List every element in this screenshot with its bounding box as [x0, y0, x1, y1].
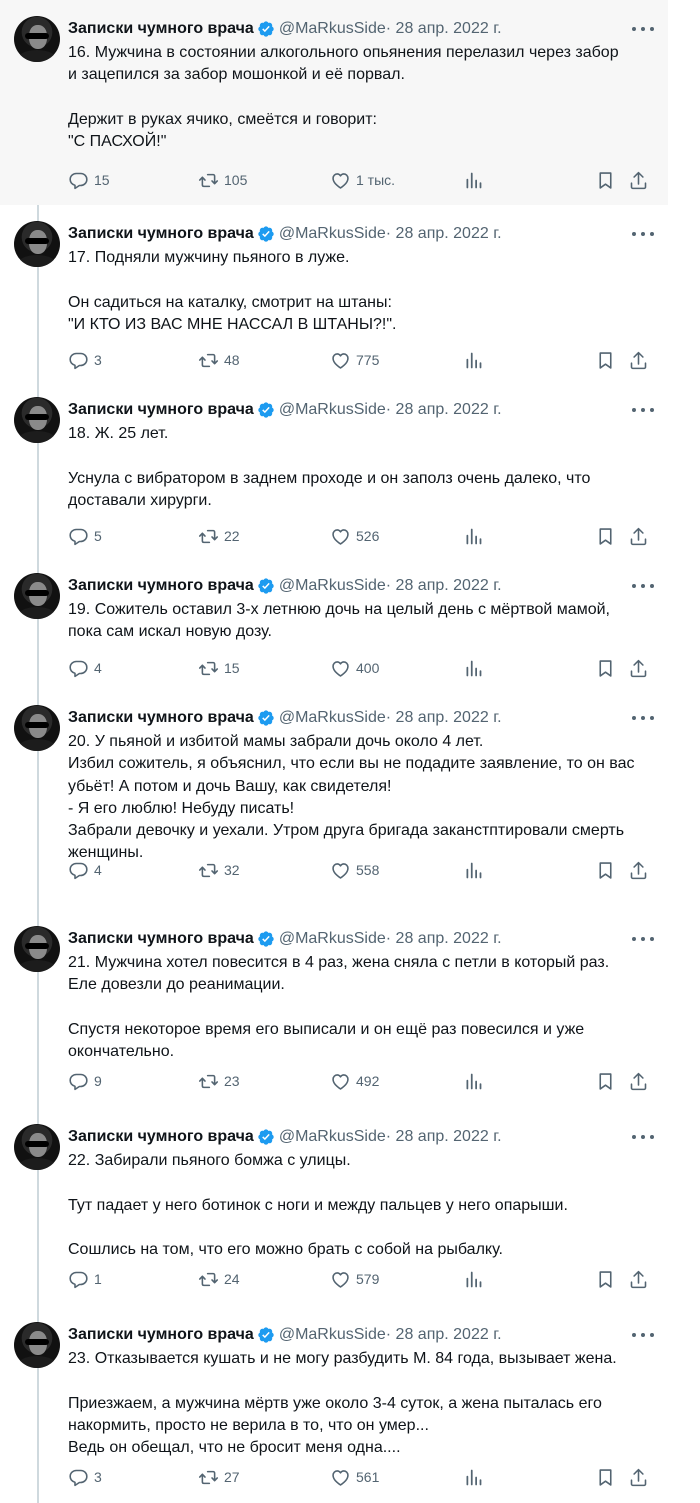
tweet-date[interactable]: · 28 апр. 2022 г. [385, 577, 502, 594]
tweet-text: 23. Отказывается кушать и не могу разбудить М. 84 года, вызывает жена. Приезжаем, а мужчина мёртв уже около 3-4 суток, а жена пыталась его накормить, просто не верила в то, что он умер... Ведь он обещал, что не бросит меня одна.... [68, 1350, 617, 1457]
tweet-header [68, 575, 502, 597]
more-icon[interactable] [632, 401, 654, 419]
reply-count: 1 [94, 1271, 102, 1287]
heart-icon [330, 1269, 351, 1290]
share-icon [628, 860, 649, 881]
retweet-count: 22 [224, 528, 240, 544]
views-button[interactable] [463, 349, 484, 371]
retweet-button[interactable] [198, 1070, 240, 1092]
retweet-icon [198, 1467, 219, 1488]
tweet-actions [68, 1070, 658, 1092]
verified-badge-icon [257, 577, 275, 595]
tweet-text: 18. Ж. 25 лет. Уснула с вибратором в заднем проходе и он заполз очень далеко, что доставали хирурги. [68, 425, 591, 509]
like-button[interactable] [330, 349, 379, 371]
views-button[interactable] [463, 859, 484, 881]
reply-button[interactable] [68, 657, 102, 679]
reply-button[interactable] [68, 1466, 102, 1488]
more-icon[interactable] [632, 1326, 654, 1344]
tweet-header [68, 399, 502, 421]
more-icon[interactable] [632, 1128, 654, 1146]
views-button[interactable] [463, 525, 484, 547]
tweet-date[interactable]: · 28 апр. 2022 г. [385, 20, 502, 37]
avatar[interactable] [14, 16, 60, 62]
like-count: 526 [356, 528, 380, 544]
views-icon [463, 860, 484, 881]
like-count: 579 [356, 1271, 380, 1287]
avatar[interactable] [14, 1322, 60, 1368]
author-handle[interactable]: @MaRkusSide [278, 1128, 386, 1145]
share-icon [628, 350, 649, 371]
views-icon [463, 526, 484, 547]
tweet-date[interactable]: · 28 апр. 2022 г. [385, 225, 502, 242]
bookmark-icon [595, 170, 616, 191]
heart-icon [330, 658, 351, 679]
retweet-button[interactable] [198, 349, 240, 371]
share-button[interactable] [628, 859, 649, 881]
tweet-text: 22. Забирали пьяного бомжа с улицы. Тут падает у него ботинок с ноги и между пальцев у него опарыши. Сошлись на том, что его можно брать с собой на рыбалку. [68, 1152, 568, 1259]
bookmark-icon [595, 1467, 616, 1488]
like-count: 400 [356, 660, 380, 676]
verified-badge-icon [257, 1128, 275, 1146]
views-button[interactable] [463, 169, 484, 191]
views-button[interactable] [463, 1070, 484, 1092]
verified-badge-icon [257, 401, 275, 419]
retweet-count: 105 [224, 172, 248, 188]
retweet-button[interactable] [198, 657, 240, 679]
retweet-icon [198, 1071, 219, 1092]
reply-icon [68, 170, 89, 191]
share-button[interactable] [628, 349, 649, 371]
reply-button[interactable] [68, 525, 102, 547]
like-button[interactable] [330, 525, 379, 547]
like-button[interactable] [330, 1070, 379, 1092]
views-icon [463, 1071, 484, 1092]
reply-button[interactable] [68, 1070, 102, 1092]
tweet-actions [68, 349, 658, 371]
author-handle[interactable]: @MaRkusSide [278, 401, 386, 418]
share-button[interactable] [628, 169, 649, 191]
more-icon[interactable] [632, 709, 654, 727]
author-name[interactable]: Записки чумного врача [68, 577, 254, 594]
tweet-header [68, 1126, 502, 1148]
more-icon[interactable] [632, 225, 654, 243]
bookmark-button[interactable] [595, 349, 616, 371]
author-name[interactable]: Записки чумного врача [68, 930, 254, 947]
avatar[interactable] [14, 573, 60, 619]
reply-button[interactable] [68, 349, 102, 371]
more-icon[interactable] [632, 930, 654, 948]
verified-badge-icon [257, 930, 275, 948]
share-icon [628, 658, 649, 679]
bookmark-button[interactable] [595, 859, 616, 881]
retweet-button[interactable] [198, 1466, 240, 1488]
retweet-count: 23 [224, 1073, 240, 1089]
tweet-actions [68, 657, 658, 679]
reply-icon [68, 1467, 89, 1488]
retweet-icon [198, 170, 219, 191]
tweet-actions [68, 859, 658, 881]
verified-badge-icon [257, 1326, 275, 1344]
share-icon [628, 170, 649, 191]
retweet-count: 15 [224, 660, 240, 676]
tweet[interactable] [0, 689, 668, 910]
reply-count: 9 [94, 1073, 102, 1089]
like-button[interactable] [330, 657, 379, 679]
bookmark-icon [595, 350, 616, 371]
reply-button[interactable] [68, 169, 110, 191]
bookmark-button[interactable] [595, 1268, 616, 1290]
reply-icon [68, 350, 89, 371]
tweet[interactable] [0, 0, 668, 205]
retweet-button[interactable] [198, 169, 247, 191]
retweet-icon [198, 860, 219, 881]
reply-count: 4 [94, 660, 102, 676]
share-icon [628, 526, 649, 547]
share-icon [628, 1467, 649, 1488]
reply-icon [68, 526, 89, 547]
retweet-button[interactable] [198, 859, 240, 881]
retweet-count: 24 [224, 1271, 240, 1287]
like-count: 558 [356, 862, 380, 878]
tweet-text: 16. Мужчина в состоянии алкогольного опьянения перелазил через забор и зацепился за забор мошонкой и её порвал. Держит в руках ячико, смеётся и говорит: "С ПАСХОЙ!" [68, 44, 619, 151]
tweet-text: 21. Мужчина хотел повесится в 4 раз, жена сняла с петли в который раз. Еле довезли до реанимации. Спустя некоторое время его выписали и он ещё раз повесился и уже окончательно. [68, 954, 610, 1061]
retweet-count: 48 [224, 352, 240, 368]
retweet-icon [198, 658, 219, 679]
reply-count: 3 [94, 1469, 102, 1485]
tweet-actions [68, 1466, 658, 1488]
views-icon [463, 1269, 484, 1290]
tweet-date[interactable]: · 28 апр. 2022 г. [385, 709, 502, 726]
tweet-date[interactable]: · 28 апр. 2022 г. [385, 1128, 502, 1145]
tweet-text: 19. Сожитель оставил 3-х летнюю дочь на целый день с мёртвой мамой, пока сам искал новую дозу. [68, 601, 610, 641]
reply-button[interactable] [68, 859, 102, 881]
reply-icon [68, 1269, 89, 1290]
share-button[interactable] [628, 1466, 649, 1488]
author-handle[interactable]: @MaRkusSide [278, 709, 386, 726]
views-button[interactable] [463, 1466, 484, 1488]
heart-icon [330, 170, 351, 191]
retweet-count: 32 [224, 862, 240, 878]
like-count: 1 тыс. [356, 172, 396, 188]
like-count: 561 [356, 1469, 380, 1485]
heart-icon [330, 350, 351, 371]
share-icon [628, 1269, 649, 1290]
bookmark-button[interactable] [595, 525, 616, 547]
tweet-header [68, 18, 502, 40]
author-name[interactable]: Записки чумного врача [68, 1128, 254, 1145]
share-icon [628, 1071, 649, 1092]
retweet-button[interactable] [198, 1268, 240, 1290]
share-button[interactable] [628, 1268, 649, 1290]
avatar[interactable] [14, 705, 60, 751]
retweet-icon [198, 526, 219, 547]
bookmark-button[interactable] [595, 1466, 616, 1488]
tweet-header [68, 928, 502, 950]
reply-count: 5 [94, 528, 102, 544]
avatar[interactable] [14, 926, 60, 972]
views-button[interactable] [463, 657, 484, 679]
tweet-actions [68, 525, 658, 547]
heart-icon [330, 526, 351, 547]
tweet[interactable] [0, 910, 668, 1108]
reply-count: 3 [94, 352, 102, 368]
verified-badge-icon [257, 225, 275, 243]
author-name[interactable]: Записки чумного врача [68, 401, 254, 418]
author-name[interactable]: Записки чумного врача [68, 225, 254, 242]
share-button[interactable] [628, 525, 649, 547]
avatar[interactable] [14, 221, 60, 267]
avatar[interactable] [14, 1124, 60, 1170]
more-icon[interactable] [632, 577, 654, 595]
like-button[interactable] [330, 169, 395, 191]
author-name[interactable]: Записки чумного врача [68, 709, 254, 726]
like-count: 775 [356, 352, 380, 368]
like-button[interactable] [330, 1268, 379, 1290]
bookmark-button[interactable] [595, 657, 616, 679]
author-handle[interactable]: @MaRkusSide [278, 1326, 386, 1343]
tweet-text: 20. У пьяной и избитой мамы забрали дочь около 4 лет. Избил сожитель, я объяснил, что если вы не подадите заявление, то он вас убьёт! А потом и дочь Вашу, как свидетеля! - Я его люблю! Небуду писать! Забрали девочку и уехали. Утром друга бригада заканстптировали смерть женщины. [68, 733, 635, 862]
author-name[interactable]: Записки чумного врача [68, 20, 254, 37]
like-button[interactable] [330, 1466, 379, 1488]
tweet[interactable] [0, 205, 668, 381]
bookmark-icon [595, 526, 616, 547]
bookmark-button[interactable] [595, 1070, 616, 1092]
views-icon [463, 350, 484, 371]
author-handle[interactable]: @MaRkusSide [278, 577, 386, 594]
views-button[interactable] [463, 1268, 484, 1290]
reply-button[interactable] [68, 1268, 102, 1290]
tweet[interactable] [0, 381, 668, 557]
like-count: 492 [356, 1073, 380, 1089]
views-icon [463, 1467, 484, 1488]
avatar[interactable] [14, 397, 60, 443]
heart-icon [330, 1467, 351, 1488]
heart-icon [330, 860, 351, 881]
retweet-count: 27 [224, 1469, 240, 1485]
share-button[interactable] [628, 1070, 649, 1092]
tweet-header [68, 1324, 502, 1346]
bookmark-icon [595, 1071, 616, 1092]
verified-badge-icon [257, 20, 275, 38]
tweet[interactable] [0, 1108, 668, 1306]
more-icon[interactable] [632, 20, 654, 38]
tweet-date[interactable]: · 28 апр. 2022 г. [385, 1326, 502, 1343]
retweet-icon [198, 1269, 219, 1290]
tweet-date[interactable]: · 28 апр. 2022 г. [385, 930, 502, 947]
author-handle[interactable]: @MaRkusSide [278, 20, 386, 37]
bookmark-icon [595, 658, 616, 679]
bookmark-icon [595, 1269, 616, 1290]
reply-count: 15 [94, 172, 110, 188]
tweet[interactable] [0, 557, 668, 689]
tweet-date[interactable]: · 28 апр. 2022 г. [385, 401, 502, 418]
tweet-actions [68, 1268, 658, 1290]
reply-icon [68, 860, 89, 881]
retweet-icon [198, 350, 219, 371]
tweet[interactable] [0, 1306, 668, 1503]
reply-count: 4 [94, 862, 102, 878]
tweet-header [68, 707, 502, 729]
views-icon [463, 170, 484, 191]
reply-icon [68, 1071, 89, 1092]
author-name[interactable]: Записки чумного врача [68, 1326, 254, 1343]
retweet-button[interactable] [198, 525, 240, 547]
like-button[interactable] [330, 859, 379, 881]
reply-icon [68, 658, 89, 679]
heart-icon [330, 1071, 351, 1092]
bookmark-icon [595, 860, 616, 881]
share-button[interactable] [628, 657, 649, 679]
author-handle[interactable]: @MaRkusSide [278, 225, 386, 242]
bookmark-button[interactable] [595, 169, 616, 191]
verified-badge-icon [257, 709, 275, 727]
author-handle[interactable]: @MaRkusSide [278, 930, 386, 947]
tweet-text: 17. Подняли мужчину пьяного в луже. Он садиться на каталку, смотрит на штаны: "И КТО ИЗ ВАС МНЕ НАССАЛ В ШТАНЫ?!". [68, 249, 397, 333]
tweet-header [68, 223, 502, 245]
tweet-actions [68, 169, 658, 191]
views-icon [463, 658, 484, 679]
